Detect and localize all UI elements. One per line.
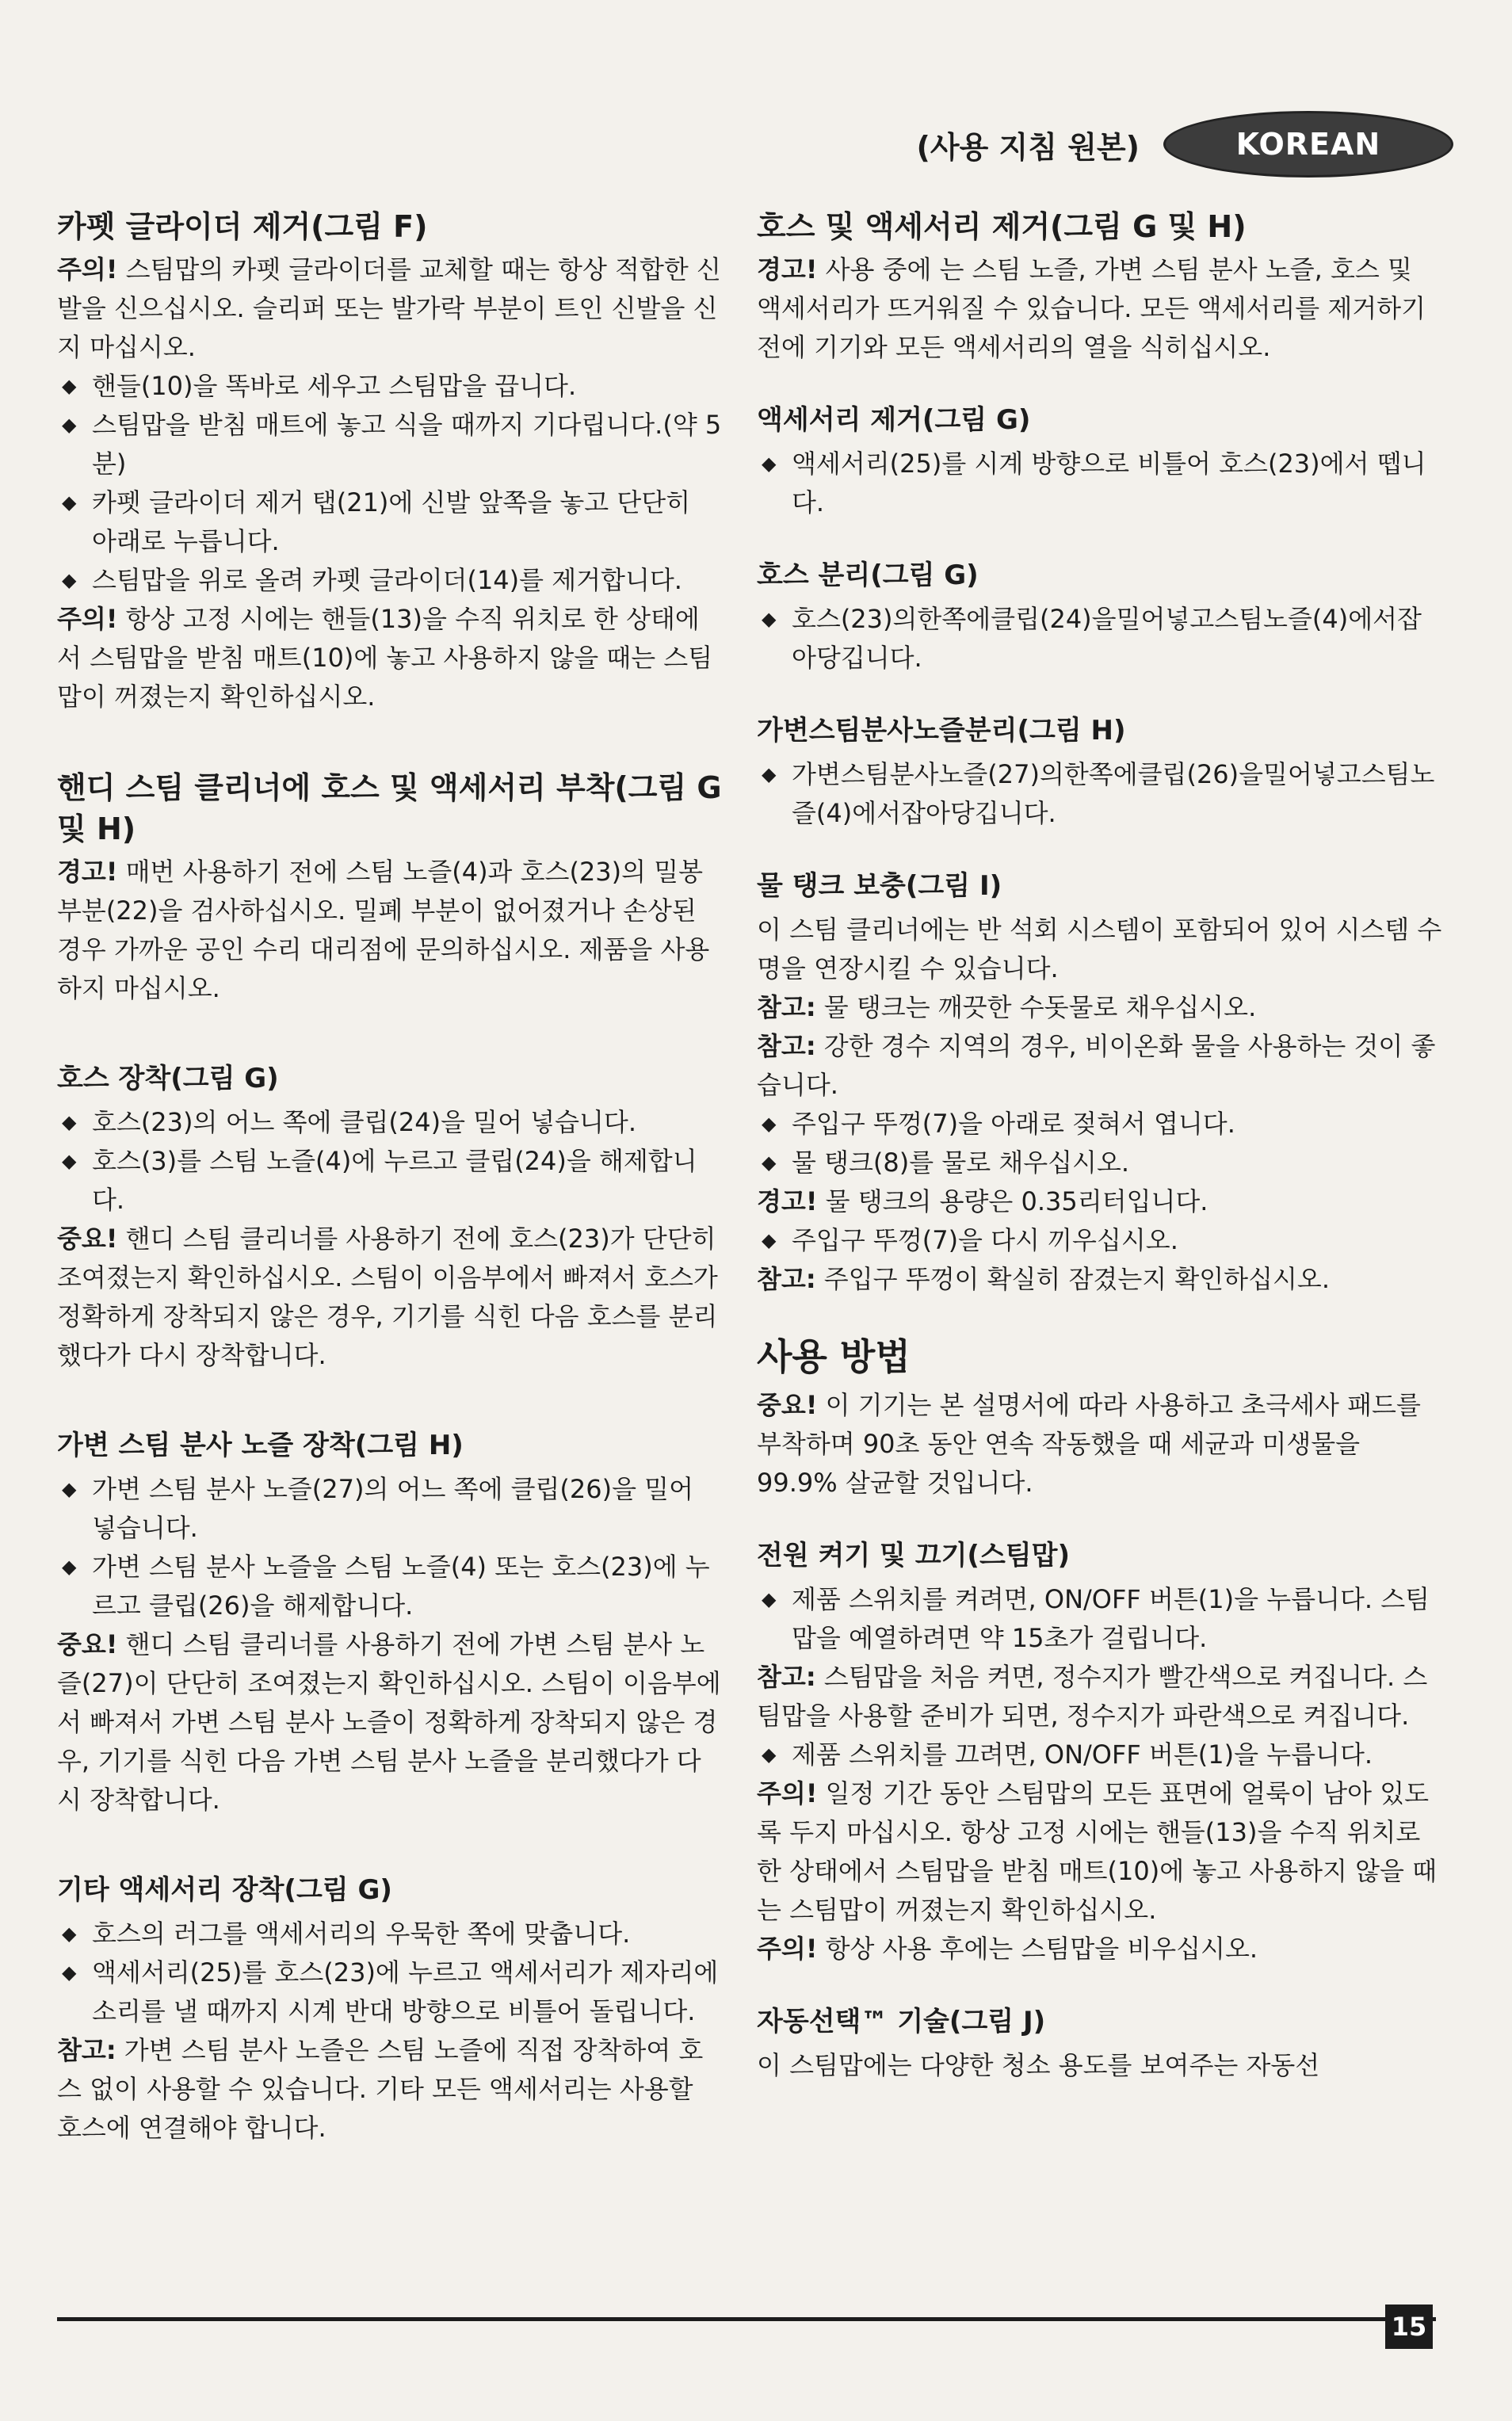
bullet-list bbox=[757, 1105, 1443, 1182]
section-title: 자동선택™ 기술(그림 J) bbox=[757, 2006, 1046, 2037]
section-title: 전원 켜기 및 끄기(스팀맙) bbox=[757, 1540, 1071, 1571]
bullet-list bbox=[57, 367, 723, 600]
warning-text: 스팀맙의 카펫 글라이더를 교체할 때는 항상 적합한 신발을 신으십시오. 슬리퍼 또는 발가락 부분이 트인 신발을 신지 마십시오. bbox=[57, 254, 721, 362]
list-item: ◆ 주입구 뚜껑(7)을 다시 끼우십시오. bbox=[757, 1221, 1443, 1260]
section-title: 카펫 글라이더 제거(그림 F) bbox=[57, 209, 428, 244]
note-label: 참고: bbox=[757, 992, 816, 1022]
note-text: 핸디 스팀 클리너를 사용하기 전에 호스(23)가 단단히 조여졌는지 확인하십시오. 스팀이 이음부에서 빠져서 호스가 정확하게 장착되지 않은 경우, 기기를 식힌 다음 호스를 분리했다가 다시 장착합니다. bbox=[57, 1224, 718, 1370]
bullet-list bbox=[57, 1470, 723, 1625]
page-header bbox=[917, 111, 1453, 178]
left-column bbox=[57, 206, 723, 2148]
warning-paragraph bbox=[757, 1774, 1443, 1930]
note-label: 중요! bbox=[57, 1224, 118, 1254]
list-item: ◆ 액세서리(25)를 시계 방향으로 비틀어 호스(23)에서 뗍니다. bbox=[757, 445, 1443, 522]
warning-paragraph bbox=[757, 1182, 1443, 1221]
note-paragraph bbox=[757, 1386, 1443, 1503]
footer-rule bbox=[57, 2317, 1436, 2321]
list-item: ◆ 주입구 뚜껑(7)을 아래로 젖혀서 엽니다. bbox=[757, 1105, 1443, 1144]
note-text: 강한 경수 지역의 경우, 비이온화 물을 사용하는 것이 좋습니다. bbox=[757, 1031, 1436, 1100]
section-title: 액세서리 제거(그림 G) bbox=[757, 404, 1031, 436]
right-column bbox=[757, 206, 1443, 2085]
list-item: ◆ 호스(3)를 스팀 노즐(4)에 누르고 클립(24)을 해제합니다. bbox=[57, 1142, 723, 1220]
list-item: ◆ 제품 스위치를 켜려면, ON/OFF 버튼(1)을 누릅니다. 스팀맙을 예열하려면 약 15초가 걸립니다. bbox=[757, 1580, 1443, 1658]
warning-label: 주의! bbox=[757, 1778, 818, 1808]
section-title: 가변스팀분사노즐분리(그림 H) bbox=[757, 715, 1126, 747]
list-item: ◆ 스팀맙을 위로 올려 카펫 글라이더(14)를 제거합니다. bbox=[57, 561, 723, 600]
body-paragraph: 이 스팀맙에는 다양한 청소 용도를 보여주는 자동선 bbox=[757, 2050, 1320, 2080]
note-paragraph bbox=[57, 1220, 723, 1375]
list-item: ◆ 호스(23)의한쪽에클립(24)을밀어넣고스팀노즐(4)에서잡아당깁니다. bbox=[757, 600, 1443, 678]
bullet-list bbox=[757, 445, 1443, 522]
note-label: 참고: bbox=[757, 1662, 816, 1692]
note-text: 항상 고정 시에는 핸들(13)을 수직 위치로 한 상태에서 스팀맙을 받침 매트(10)에 놓고 사용하지 않을 때는 스팀맙이 꺼졌는지 확인하십시오. bbox=[57, 604, 713, 712]
list-item: ◆ 액세서리(25)를 호스(23)에 누르고 액세서리가 제자리에 소리를 낼 때까지 시계 반대 방향으로 비틀어 돌립니다. bbox=[57, 1953, 723, 2031]
header-label: (사용 지침 원본) bbox=[916, 129, 1140, 165]
section-title: 사용 방법 bbox=[757, 1335, 911, 1378]
warning-label: 주의! bbox=[757, 1934, 818, 1964]
warning-text: 매번 사용하기 전에 스팀 노즐(4)과 호스(23)의 밀봉 부분(22)을 검사하십시오. 밀폐 부분이 없어졌거나 손상된 경우 가까운 공인 수리 대리점에 문의하십시오. 제품을 사용하지 마십시오. bbox=[57, 857, 710, 1003]
warning-text: 항상 사용 후에는 스팀맙을 비우십시오. bbox=[825, 1934, 1258, 1964]
list-item: ◆ 가변스팀분사노즐(27)의한쪽에클립(26)을밀어넣고스팀노즐(4)에서잡아당깁니다. bbox=[757, 755, 1443, 833]
note-paragraph bbox=[57, 2031, 723, 2148]
bullet-list bbox=[757, 1736, 1443, 1774]
list-item: ◆ 카펫 글라이더 제거 탭(21)에 신발 앞쪽을 놓고 단단히 아래로 누릅니다. bbox=[57, 483, 723, 561]
warning-paragraph bbox=[757, 250, 1443, 367]
warning-label: 경고! bbox=[757, 254, 818, 284]
list-item: ◆ 가변 스팀 분사 노즐을 스팀 노즐(4) 또는 호스(23)에 누르고 클립(26)을 해제합니다. bbox=[57, 1548, 723, 1625]
page-number: 15 bbox=[1385, 2305, 1433, 2349]
list-item: ◆ 스팀맙을 받침 매트에 놓고 식을 때까지 기다립니다.(약 5분) bbox=[57, 406, 723, 483]
warning-text: 물 탱크의 용량은 0.35리터입니다. bbox=[825, 1186, 1208, 1216]
bullet-list bbox=[757, 1580, 1443, 1658]
list-item: ◆ 호스(23)의 어느 쪽에 클립(24)을 밀어 넣습니다. bbox=[57, 1103, 723, 1142]
section-title: 물 탱크 보충(그림 I) bbox=[757, 870, 1002, 902]
section-title: 호스 및 액세서리 제거(그림 G 및 H) bbox=[757, 209, 1247, 244]
note-paragraph bbox=[57, 600, 723, 716]
note-label: 참고: bbox=[757, 1031, 816, 1061]
list-item: ◆ 핸들(10)을 똑바로 세우고 스팀맙을 끕니다. bbox=[57, 367, 723, 406]
note-label: 중요! bbox=[57, 1629, 118, 1659]
warning-label: 주의! bbox=[57, 254, 118, 284]
note-text: 스팀맙을 처음 켜면, 정수지가 빨간색으로 켜집니다. 스팀맙을 사용할 준비가 되면, 정수지가 파란색으로 켜집니다. bbox=[757, 1662, 1428, 1731]
section-title: 호스 장착(그림 G) bbox=[57, 1063, 279, 1094]
note-paragraph bbox=[757, 1260, 1443, 1299]
intro-paragraph: 이 스팀 클리너에는 반 석회 시스템이 포함되어 있어 시스템 수명을 연장시킬 수 있습니다. bbox=[757, 915, 1442, 983]
warning-label: 경고! bbox=[757, 1186, 818, 1216]
warning-text: 사용 중에 는 스팀 노즐, 가변 스팀 분사 노즐, 호스 및 액세서리가 뜨거워질 수 있습니다. 모든 액세서리를 제거하기 전에 기기와 모든 액세서리의 열을 식히십시오. bbox=[757, 254, 1426, 362]
section-title: 호스 분리(그림 G) bbox=[757, 559, 979, 591]
list-item: ◆ 호스의 러그를 액세서리의 우묵한 쪽에 맞춥니다. bbox=[57, 1915, 723, 1953]
note-paragraph bbox=[57, 1625, 723, 1820]
warning-text: 일정 기간 동안 스팀맙의 모든 표면에 얼룩이 남아 있도록 두지 마십시오. 항상 고정 시에는 핸들(13)을 수직 위치로 한 상태에서 스팀맙을 받침 매트(10)에 놓고 사용하지 않을 때는 스팀맙이 꺼졌는지 확인하십시오. bbox=[757, 1778, 1438, 1925]
section-title: 가변 스팀 분사 노즐 장착(그림 H) bbox=[57, 1430, 464, 1461]
section-title: 기타 액세서리 장착(그림 G) bbox=[57, 1874, 392, 1906]
note-label: 주의! bbox=[57, 604, 118, 634]
list-item: ◆ 제품 스위치를 끄려면, ON/OFF 버튼(1)을 누릅니다. bbox=[757, 1736, 1443, 1774]
note-text: 핸디 스팀 클리너를 사용하기 전에 가변 스팀 분사 노즐(27)이 단단히 조여졌는지 확인하십시오. 스팀이 이음부에서 빠져서 가변 스팀 분사 노즐이 정확하게 장착되지 않은 경우, 기기를 식힌 다음 가변 스팀 분사 노즐을 분리했다가 다시 장착합니다. bbox=[57, 1629, 721, 1815]
warning-paragraph bbox=[757, 1930, 1443, 1968]
warning-paragraph bbox=[57, 853, 723, 1008]
note-label: 참고: bbox=[757, 1264, 816, 1294]
bullet-list bbox=[757, 755, 1443, 833]
warning-label: 경고! bbox=[57, 857, 118, 887]
bullet-list bbox=[757, 600, 1443, 678]
note-text: 주입구 뚜껑이 확실히 잠겼는지 확인하십시오. bbox=[823, 1264, 1330, 1294]
note-text: 이 기기는 본 설명서에 따라 사용하고 초극세사 패드를 부착하며 90초 동안 연속 작동했을 때 세균과 미생물을 99.9% 살균할 것입니다. bbox=[757, 1390, 1421, 1498]
list-item: ◆ 가변 스팀 분사 노즐(27)의 어느 쪽에 클립(26)을 밀어 넣습니다. bbox=[57, 1470, 723, 1548]
note-label: 중요! bbox=[757, 1390, 818, 1420]
language-badge: KOREAN bbox=[1163, 111, 1453, 178]
section-title: 핸디 스팀 클리너에 호스 및 액세서리 부착(그림 G 및 H) bbox=[57, 770, 722, 846]
bullet-list bbox=[57, 1915, 723, 2031]
bullet-list bbox=[57, 1103, 723, 1220]
note-text: 가변 스팀 분사 노즐은 스팀 노즐에 직접 장착하여 호스 없이 사용할 수 있습니다. 기타 모든 액세서리는 사용할 호스에 연결해야 합니다. bbox=[57, 2035, 704, 2143]
bullet-list bbox=[757, 1221, 1443, 1260]
note-paragraph bbox=[757, 1658, 1443, 1736]
warning-paragraph bbox=[57, 250, 723, 367]
note-text: 물 탱크는 깨끗한 수돗물로 채우십시오. bbox=[823, 992, 1257, 1022]
note-paragraph bbox=[757, 1027, 1443, 1105]
note-label: 참고: bbox=[57, 2035, 116, 2065]
note-paragraph bbox=[757, 988, 1443, 1027]
list-item: ◆ 물 탱크(8)를 물로 채우십시오. bbox=[757, 1144, 1443, 1182]
